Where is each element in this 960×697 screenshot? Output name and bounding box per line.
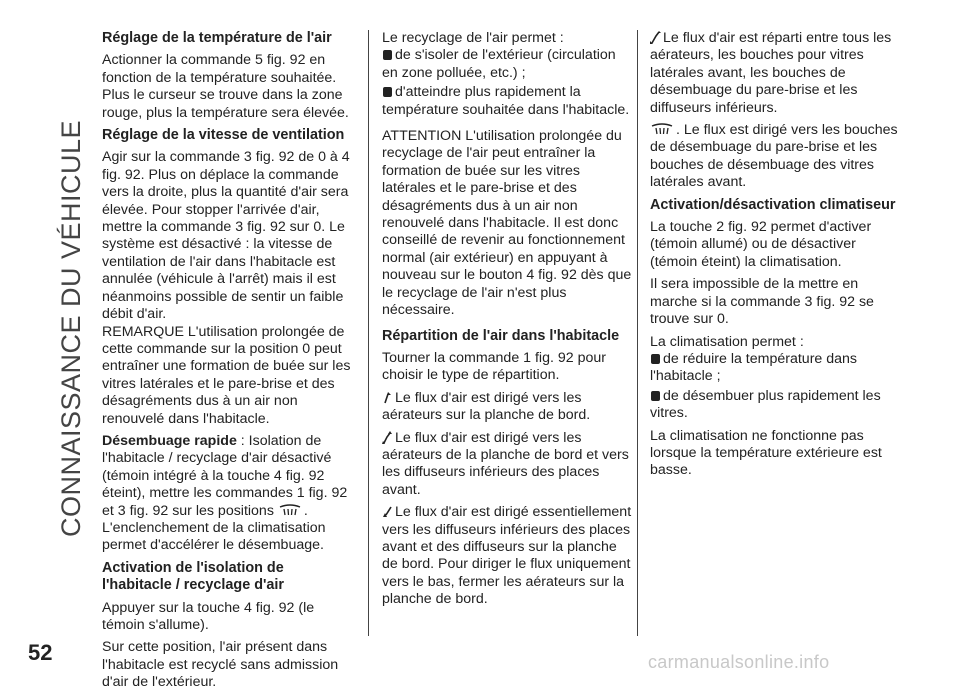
paragraph: L'enclenchement de la climatisation permet d'accélérer le désembuage. — [102, 519, 326, 554]
bullet-text: de désembuer plus rapidement les vitres. — [650, 387, 881, 422]
bullet-item — [382, 84, 634, 119]
column-2 — [382, 30, 634, 614]
section-side-title-text: CONNAISSANCE DU VÉHICULE — [56, 119, 87, 537]
heading-temperature: Réglage de la température de l'air — [102, 30, 332, 46]
distribution-item — [382, 390, 634, 425]
distribution-text: Le flux d'air est dirigé vers les aérateurs sur la planche de bord. — [382, 389, 591, 424]
bullet-item — [382, 47, 634, 82]
text-desembuage: : Isolation de l'habitacle / recyclage d'air désactivé (témoin intégré à la touche 4 fig. 92 éteint), mettre les commandes 1 fig. 92 et 3 fig. 92 sur les positions — [102, 432, 348, 519]
windshield-defrost-icon — [650, 123, 674, 136]
distribution-item — [650, 30, 902, 117]
column-divider-1 — [368, 30, 369, 636]
bullet-text: de s'isoler de l'extérieur (circulation en zone polluée, etc.) ; — [382, 47, 616, 81]
airflow-face-feet-icon — [382, 431, 393, 444]
paragraph: La touche 2 fig. 92 permet d'activer (témoin allumé) ou de désactiver (témoin éteint) la climatisation. — [650, 219, 872, 270]
bullet-square-icon — [382, 48, 393, 61]
column-1 — [102, 30, 354, 697]
paragraph: La climatisation ne fonctionne pas lorsque la température extérieure est basse. — [650, 427, 882, 479]
airflow-feet-icon — [382, 505, 393, 518]
heading-ventilation: Réglage de la vitesse de ventilation — [102, 127, 345, 144]
bullet-item — [650, 351, 902, 386]
bullet-item — [650, 388, 902, 423]
paragraph: Actionner la commande 5 fig. 92 en fonction de la température souhaitée. Plus le curseur se trouve dans la zone rouge, plus la température sera élevée. — [102, 52, 349, 121]
airflow-face-icon — [382, 391, 393, 404]
bullet-text: de réduire la température dans l'habitacle ; — [650, 350, 858, 385]
heading-recyclage: Activation de l'isolation de l'habitacle / recyclage d'air — [102, 559, 285, 594]
bullet-text: d'atteindre plus rapidement la température souhaitée dans l'habitacle. — [382, 84, 630, 118]
paragraph: Agir sur la commande 3 fig. 92 de 0 à 4 fig. 92. Plus on déplace la commande vers la droite, plus la quantité d'air sera élevée. Pour stopper l'arrivée d'air, mettre la commande 3 fig. 92 sur 0. Le système est désactivé : la vitesse de ventilation de l'air dans l'habitacle est annulée (véhicule à l'arrêt) mais il est néanmoins possible de sentir un faible débit d'air. — [102, 149, 350, 323]
distribution-text: Le flux d'air est dirigé essentiellement vers les diffuseurs inférieurs des places avant et des diffuseurs sur la planche de bord. Pour diriger le flux uniquement vers le bas, fermer les aérateurs sur la planche de bord. — [382, 504, 632, 608]
paragraph-desembuage — [102, 433, 354, 520]
bullet-square-icon — [650, 389, 661, 402]
paragraph: Appuyer sur la touche 4 fig. 92 (le témoin s'allume). — [102, 599, 315, 633]
paragraph: Le recyclage de l'air permet : — [382, 30, 564, 46]
distribution-text: . Le flux est dirigé vers les bouches de désembuage du pare-brise et les bouches de désembuage des vitres latérales avant. — [650, 122, 898, 191]
paragraph-remarque: REMARQUE L'utilisation prolongée de cette commande sur la position 0 peut entraîner une formation de buée sur les vitres latérales et le pare-brise et des désagréments dus à un air non renouvelé dans l'habitacle. — [102, 323, 351, 427]
paragraph: Sur cette position, l'air présent dans l'habitacle est recyclé sans admission d'air de l'extérieur. — [102, 639, 339, 691]
distribution-text: Le flux d'air est dirigé vers les aérateurs de la planche de bord et vers les diffuseurs inférieurs des places avant. — [382, 429, 629, 498]
section-side-title — [52, 28, 92, 628]
windshield-defrost-icon — [278, 504, 302, 517]
column-3 — [650, 30, 902, 485]
watermark: carmanualsonline.info — [648, 652, 830, 672]
column-divider-2 — [637, 30, 638, 636]
distribution-item — [650, 122, 902, 192]
paragraph: Tourner la commande 1 fig. 92 pour choisir le type de répartition. — [382, 349, 606, 384]
airflow-all-icon — [650, 31, 661, 44]
distribution-text: Le flux d'air est réparti entre tous les aérateurs, les bouches pour vitres latérales avant, les bouches de désembuage du pare-brise et les diffuseurs inférieurs. — [650, 30, 892, 116]
paragraph-attention: ATTENTION L'utilisation prolongée du recyclage de l'air peut entraîner la formation de buée sur les vitres latérales et le pare-brise et des désagréments dus à un air non renouvelé dans l'habitacle. Il est donc conseillé de revenir au fonctionnement normal (air extérieur) en appuyant à nouveau sur le bouton 4 fig. 92 dès que le recyclage de l'air n'est plus nécessaire. — [382, 128, 632, 319]
text-period: . — [303, 502, 308, 519]
heading-repartition: Répartition de l'air dans l'habitacle — [382, 327, 620, 344]
distribution-item — [382, 504, 634, 608]
heading-climatiseur: Activation/désactivation climatiseur — [650, 196, 896, 213]
bullet-square-icon — [382, 85, 393, 98]
page-number: 52 — [28, 640, 53, 665]
distribution-item — [382, 430, 634, 500]
label-desembuage-rapide: Désembuage rapide — [102, 432, 237, 449]
bullet-square-icon — [650, 352, 661, 365]
paragraph: Il sera impossible de la mettre en marche si la commande 3 fig. 92 se trouve sur 0. — [650, 276, 874, 328]
paragraph: La climatisation permet : — [650, 333, 804, 350]
